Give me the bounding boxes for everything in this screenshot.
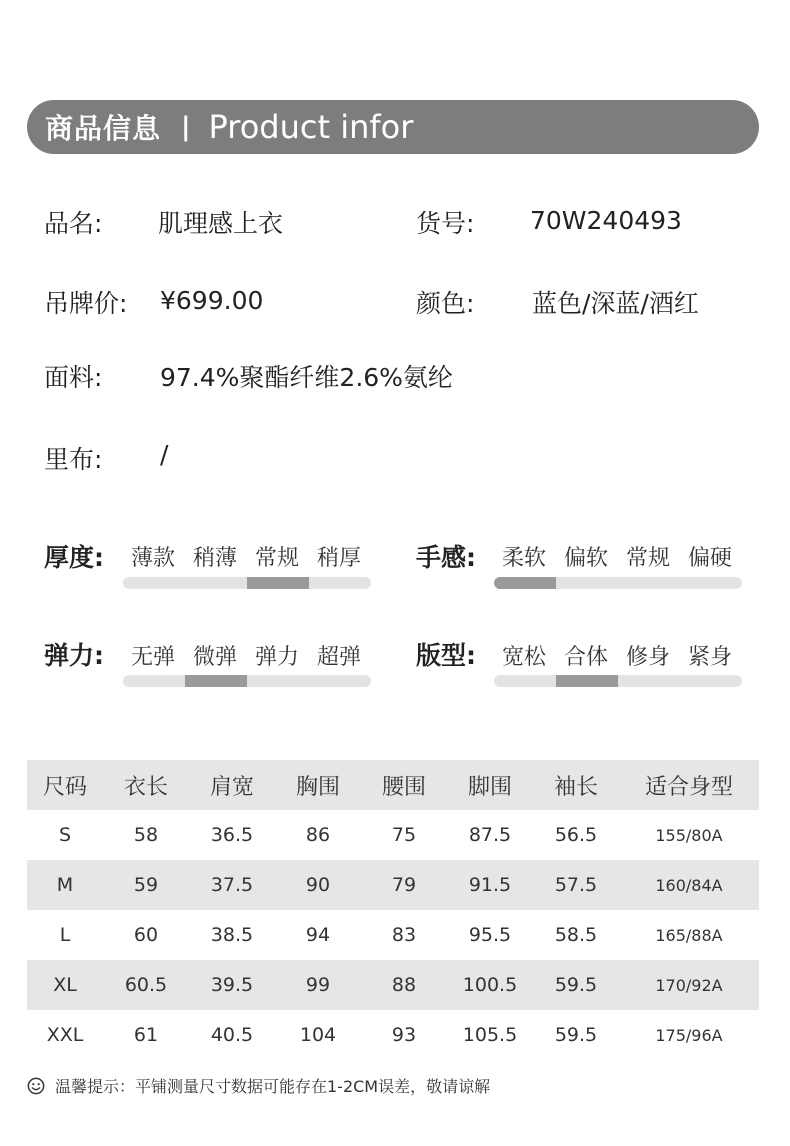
thickness-indicator (247, 577, 309, 589)
fit-options (493, 640, 741, 671)
fit-option: 宽松 (501, 645, 546, 670)
fit-label: 版型: (416, 641, 476, 670)
name-value: 肌理感上衣 (158, 209, 284, 238)
smile-icon (27, 1077, 45, 1095)
elasticity-option: 弹力 (254, 645, 299, 670)
table-cell: M (56, 874, 74, 896)
table-cell: 91.5 (468, 874, 512, 896)
table-cell: 37.5 (210, 874, 254, 896)
elasticity-options (122, 640, 370, 671)
banner-separator: | (181, 112, 191, 142)
table-cell: 57.5 (554, 874, 598, 896)
lining-value: / (160, 440, 169, 469)
elasticity-scale (123, 675, 371, 687)
lining-label: 里布: (44, 445, 103, 474)
table-cell: XL (53, 974, 77, 996)
thickness-scale (123, 577, 371, 589)
fit-option: 修身 (625, 645, 670, 670)
table-cell: 94 (305, 924, 331, 946)
table-header-cell: 脚围 (467, 774, 512, 800)
table-cell: 60.5 (124, 974, 168, 996)
elasticity-indicator (185, 675, 247, 687)
fabric-label: 面料: (44, 363, 103, 392)
table-cell: 83 (391, 924, 417, 946)
fit-option: 合体 (563, 645, 608, 670)
table-cell: 99 (305, 974, 331, 996)
feel-option: 常规 (625, 546, 670, 571)
feel-options (493, 541, 741, 572)
table-header-cell: 胸围 (295, 774, 340, 800)
thickness-option: 稍厚 (316, 546, 361, 571)
elasticity-option: 超弹 (316, 645, 361, 670)
table-row (27, 960, 759, 1010)
table-cell: 59 (133, 874, 159, 896)
section-banner (27, 100, 759, 154)
table-cell: 175/96A (655, 1025, 723, 1045)
feel-indicator (494, 577, 556, 589)
table-row (27, 810, 759, 860)
table-cell: 58.5 (554, 924, 598, 946)
table-cell: 39.5 (210, 974, 254, 996)
table-cell: XXL (46, 1024, 84, 1046)
thickness-option: 常规 (254, 546, 299, 571)
table-header-cell: 尺码 (42, 774, 87, 800)
table-header-cell: 腰围 (381, 774, 426, 800)
table-cell: 93 (391, 1024, 417, 1046)
feel-option: 柔软 (501, 546, 546, 571)
size-table (27, 760, 759, 1060)
feel-scale (494, 577, 742, 589)
table-cell: 100.5 (462, 974, 518, 996)
color-value: 蓝色/深蓝/酒红 (532, 289, 699, 318)
table-cell: 56.5 (554, 824, 598, 846)
thickness-option: 薄款 (130, 546, 175, 571)
table-cell: 59.5 (554, 1024, 598, 1046)
table-cell: 88 (391, 974, 417, 996)
table-cell: 165/88A (655, 925, 723, 945)
table-cell: 87.5 (468, 824, 512, 846)
table-cell: 75 (391, 824, 417, 846)
table-cell: 36.5 (210, 824, 254, 846)
table-header-cell: 肩宽 (209, 774, 254, 800)
table-header-cell: 衣长 (123, 774, 168, 800)
table-cell: S (58, 824, 72, 846)
table-cell: 155/80A (655, 825, 723, 845)
table-cell: 160/84A (655, 875, 723, 895)
table-cell: L (59, 924, 71, 946)
fit-indicator (556, 675, 618, 687)
thickness-option: 稍薄 (192, 546, 237, 571)
fit-scale (494, 675, 742, 687)
table-cell: 104 (299, 1024, 337, 1046)
price-value: ¥699.00 (160, 286, 264, 315)
table-cell: 40.5 (210, 1024, 254, 1046)
measurement-note (27, 1074, 490, 1097)
table-row (27, 860, 759, 910)
table-cell: 90 (305, 874, 331, 896)
table-cell: 38.5 (210, 924, 254, 946)
table-row (27, 910, 759, 960)
elasticity-option: 无弹 (130, 645, 175, 670)
banner-title-en: Product infor (208, 108, 414, 146)
feel-label: 手感: (416, 543, 476, 572)
fit-option: 紧身 (687, 645, 732, 670)
color-label: 颜色: (416, 289, 475, 318)
thickness-options (122, 541, 370, 572)
table-cell: 105.5 (462, 1024, 518, 1046)
table-cell: 86 (305, 824, 331, 846)
table-cell: 61 (133, 1024, 159, 1046)
table-cell: 95.5 (468, 924, 512, 946)
thickness-label: 厚度: (44, 543, 104, 572)
table-cell: 59.5 (554, 974, 598, 996)
name-label: 品名: (44, 209, 103, 238)
feel-option: 偏软 (563, 546, 608, 571)
sku-value: 70W240493 (530, 206, 682, 235)
table-cell: 60 (133, 924, 159, 946)
fabric-value: 97.4%聚酯纤维2.6%氨纶 (160, 363, 453, 392)
table-cell: 170/92A (655, 975, 723, 995)
elasticity-label: 弹力: (44, 641, 104, 670)
sku-label: 货号: (416, 209, 475, 238)
table-header-row (27, 760, 759, 810)
banner-title-cn: 商品信息 (45, 112, 162, 145)
table-cell: 79 (391, 874, 417, 896)
elasticity-option: 微弹 (192, 645, 237, 670)
price-label: 吊牌价: (44, 289, 128, 318)
note-text: 温馨提示：平铺测量尺寸数据可能存在1-2CM误差，敬请谅解 (55, 1077, 491, 1096)
table-cell: 58 (133, 824, 159, 846)
table-header-cell: 适合身型 (644, 774, 733, 800)
table-header-cell: 袖长 (553, 774, 598, 800)
table-row (27, 1010, 759, 1060)
feel-option: 偏硬 (687, 546, 732, 571)
